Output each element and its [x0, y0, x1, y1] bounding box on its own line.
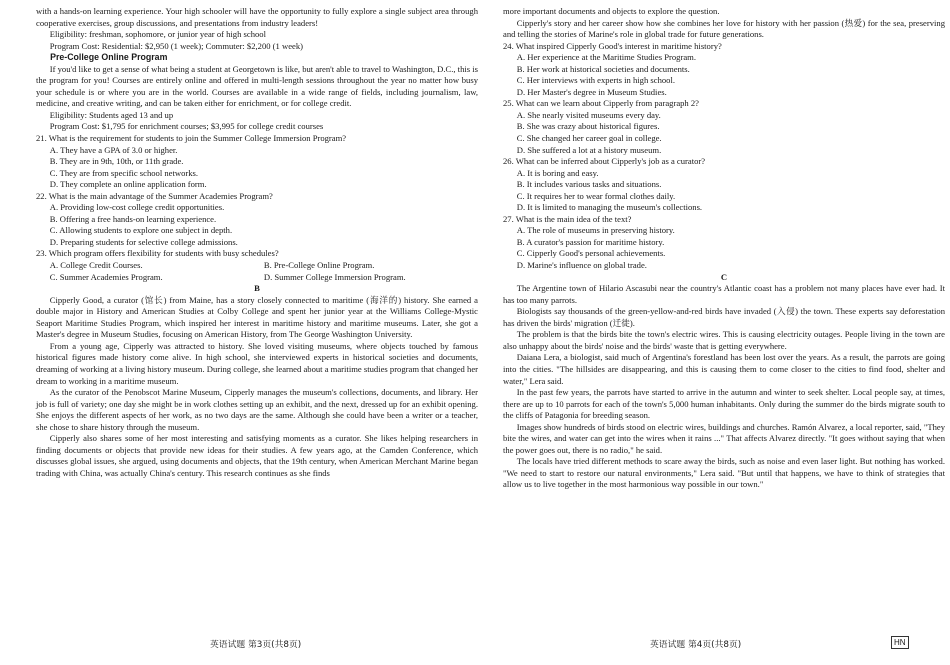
question-21-option-c[interactable]: C. They are from specific school networks.	[49, 167, 199, 178]
question-23-option-d[interactable]: D. Summer College Immersion Program.	[263, 271, 406, 282]
passage-online-program: If you'd like to get a sense of what being a student at Georgetown is like, but aren't able to travel to Washington, D.C., this is the program for you! Courses are entirely online and offered in multi-length sessions throughout the year no matter how busy your schedule is or where you are in the world. Courses are available in a wide range of fields, including journalism, law, medicine, and creative writing, and can be taken either for enrichment, or for college credit.	[36, 63, 478, 109]
passage-b-paragraph-4: Cipperly also shares some of her most interesting and satisfying moments as a curator. She likes helping researchers in finding documents or objects that provide new ideas for their studies. A few years ago, at the Camden Conference, which discusses global issues, she argued, using documents and objects, that the 19th century, when American Merchant Marine began trading with China, was actually China's century. This research continues as she finds	[36, 433, 478, 478]
eligibility-online: Eligibility: Students aged 13 and up	[49, 109, 174, 120]
passage-c-paragraph-7: The locals have tried different methods to scare away the birds, such as noise and even laser light. But nothing has worked. "We need to start to restore our natural environments," Lera said. "But until that happens, we have to think of strategies that allow us to live together in the most harmonious way possible in our town."	[503, 456, 945, 490]
passage-b-continuation: more important documents and objects to explore the question.	[503, 6, 720, 16]
page-footer-left: 英语试题 第3页(共8页)	[210, 640, 302, 650]
passage-b-paragraph-5: Cipperly's story and her career show how she combines her love for history with her passion (热爱) for the sea, preserving and telling the stories of Marine's role in global trade for future generations.	[503, 17, 945, 40]
question-22-option-d[interactable]: D. Preparing students for selective college admissions.	[49, 236, 238, 247]
question-26-stem: 26. What can be inferred about Cipperly's job as a curator?	[503, 156, 706, 167]
passage-c-paragraph-3: The problem is that the birds bite the town's electric wires. This is causing electricity outages. People living in the town are also unhappy about the birds' noise and the birds' waste that is getting everywhere.	[503, 329, 945, 351]
question-21-stem: 21. What is the requirement for students to join the Summer College Immersion Program?	[36, 133, 347, 144]
question-22-option-b[interactable]: B. Offering a free hands-on learning experience.	[49, 213, 217, 224]
question-27-option-d[interactable]: D. Marine's influence on global trade.	[516, 260, 647, 271]
passage-b-paragraph-1: Cipperly Good, a curator (馆长) from Maine, has a story closely connected to maritime (海洋的) history. She earned a double major in History and American Studies at Colby College and spent her junior year at the Williams College-Mystic Seaport Maritime Studies Program, which inspired her interest in maritime history and maritime museums. Later, she got a Master's degree in Museum Studies, focusing on American History, from The George Washington University.	[36, 294, 478, 340]
cost-online: Program Cost: $1,795 for enrichment courses; $3,995 for college credit courses	[49, 121, 324, 132]
section-c-heading: C	[720, 271, 728, 282]
question-26-option-d[interactable]: D. It is limited to managing the museum's collections.	[516, 202, 703, 213]
question-23-option-b[interactable]: B. Pre-College Online Program.	[263, 260, 375, 271]
passage-b-paragraph-3: As the curator of the Penobscot Marine Museum, Cipperly manages the museum's collections, documents, and library. Her job is full of variety; one day she might be in work clothes setting up an exhibit, and the next, dressed up for an exhibit opening. She enjoys the different aspects of her work, as no two days are the same. Although she could have been a writer or a teacher, she chose to share history through the museum.	[36, 387, 478, 432]
cost-summer-academies: Program Cost: Residential: $2,950 (1 week); Commuter: $2,200 (1 week)	[49, 40, 303, 51]
question-23-options-row-2	[36, 272, 478, 284]
page-footer-right: 英语试题 第4页(共8页)	[650, 640, 742, 650]
question-26-option-c[interactable]: C. It requires her to wear formal clothes daily.	[516, 190, 676, 201]
question-26-option-b[interactable]: B. It includes various tasks and situations.	[516, 179, 662, 190]
question-26-option-a[interactable]: A. It is boring and easy.	[516, 167, 599, 178]
question-21-option-a[interactable]: A. They have a GPA of 3.0 or higher.	[49, 144, 178, 155]
question-25-option-d[interactable]: D. She suffered a lot at a history museum.	[516, 144, 662, 155]
passage-c-paragraph-1: The Argentine town of Hilario Ascasubi near the country's Atlantic coast has a problem not many places have ever had. It has too many parrots.	[503, 283, 945, 305]
passage-c-paragraph-2: Biologists say thousands of the green-yellow-and-red birds have invaded (入侵) the town. These experts say deforestation has driven the birds' migration (迁徙).	[503, 306, 945, 328]
eligibility-summer-academies: Eligibility: freshman, sophomore, or junior year of high school	[49, 29, 266, 40]
right-page-column	[503, 6, 945, 665]
question-23-option-a[interactable]: A. College Credit Courses.	[49, 260, 143, 271]
question-23-option-c[interactable]: C. Summer Academies Program.	[49, 271, 163, 282]
passage-b-paragraph-2: From a young age, Cipperly was attracted to history. She loved visiting museums, where objects touched by famous historical figures made history come alive. In high school, she interviewed experts in historical societies and documents, dreaming of working at a living history museum. During college, she learned about a maritime studies program that changed her dream to working in a maritime museum.	[36, 340, 478, 386]
passage-a-continuation: with a hands-on learning experience. Your high schooler will have the opportunity to fully explore a single subject area through cooperative exercises, group discussions, and presentations from industry leaders!	[36, 6, 478, 28]
question-27-option-c[interactable]: C. Cipperly Good's personal achievements.	[516, 248, 666, 259]
question-27-option-b[interactable]: B. A curator's passion for maritime history.	[516, 236, 665, 247]
question-25-stem: 25. What can we learn about Cipperly from paragraph 2?	[503, 98, 699, 109]
question-27-stem: 27. What is the main idea of the text?	[503, 213, 632, 224]
question-22-option-a[interactable]: A. Providing low-cost college credit opportunities.	[49, 202, 225, 213]
question-27-option-a[interactable]: A. The role of museums in preserving history.	[516, 225, 675, 236]
left-page-column	[36, 6, 478, 665]
program-heading-online: Pre-College Online Program	[50, 52, 168, 63]
question-25-option-c[interactable]: C. She changed her career goal in college.	[516, 133, 662, 144]
passage-c-paragraph-6: Images show hundreds of birds stood on electric wires, buildings and churches. Ramón Alvarez, a local reporter, said, "They bite the wires, and water can get into the wires when it rains ..." That affects Alvarez directly. "It goes without saying that when the power goes out, there is no radio," he said.	[503, 421, 945, 455]
question-23-options-row-1	[36, 260, 478, 272]
question-22-stem: 22. What is the main advantage of the Summer Academies Program?	[36, 190, 273, 201]
section-b-heading: B	[254, 283, 260, 294]
question-25-option-b[interactable]: B. She was crazy about historical figures.	[516, 121, 660, 132]
passage-c-paragraph-5: In the past few years, the parrots have started to arrive in the autumn and winter to seek shelter. Local people say, at times, there are up to 10 parrots for each of the town's 5,000 human inhabitants. Only during the summer do the birds migrate south to the cliffs of Patagonia for breeding season.	[503, 387, 945, 421]
question-24-option-a[interactable]: A. Her experience at the Maritime Studies Program.	[516, 52, 696, 63]
question-21-option-d[interactable]: D. They complete an online application form.	[49, 179, 207, 190]
region-badge: HN	[891, 636, 909, 649]
question-24-option-d[interactable]: D. Her Master's degree in Museum Studies.	[516, 86, 667, 97]
question-23-stem: 23. Which program offers flexibility for students with busy schedules?	[36, 248, 279, 259]
question-21-option-b[interactable]: B. They are in 9th, 10th, or 11th grade.	[49, 156, 184, 167]
passage-c-paragraph-4: Daiana Lera, a biologist, said much of Argentina's forestland has been lost over the years. As a result, the parrots are going into the cities. "The hillsides are disappearing, and this is causing them to come closer to the cities to find food, shelter and water," Lera said.	[503, 352, 945, 386]
question-25-option-a[interactable]: A. She nearly visited museums every day.	[516, 109, 661, 120]
question-24-stem: 24. What inspired Cipperly Good's interest in maritime history?	[503, 40, 722, 51]
question-22-option-c[interactable]: C. Allowing students to explore one subject in depth.	[49, 225, 233, 236]
question-24-option-c[interactable]: C. Her interviews with experts in high school.	[516, 75, 675, 86]
question-24-option-b[interactable]: B. Her work at historical societies and documents.	[516, 63, 690, 74]
